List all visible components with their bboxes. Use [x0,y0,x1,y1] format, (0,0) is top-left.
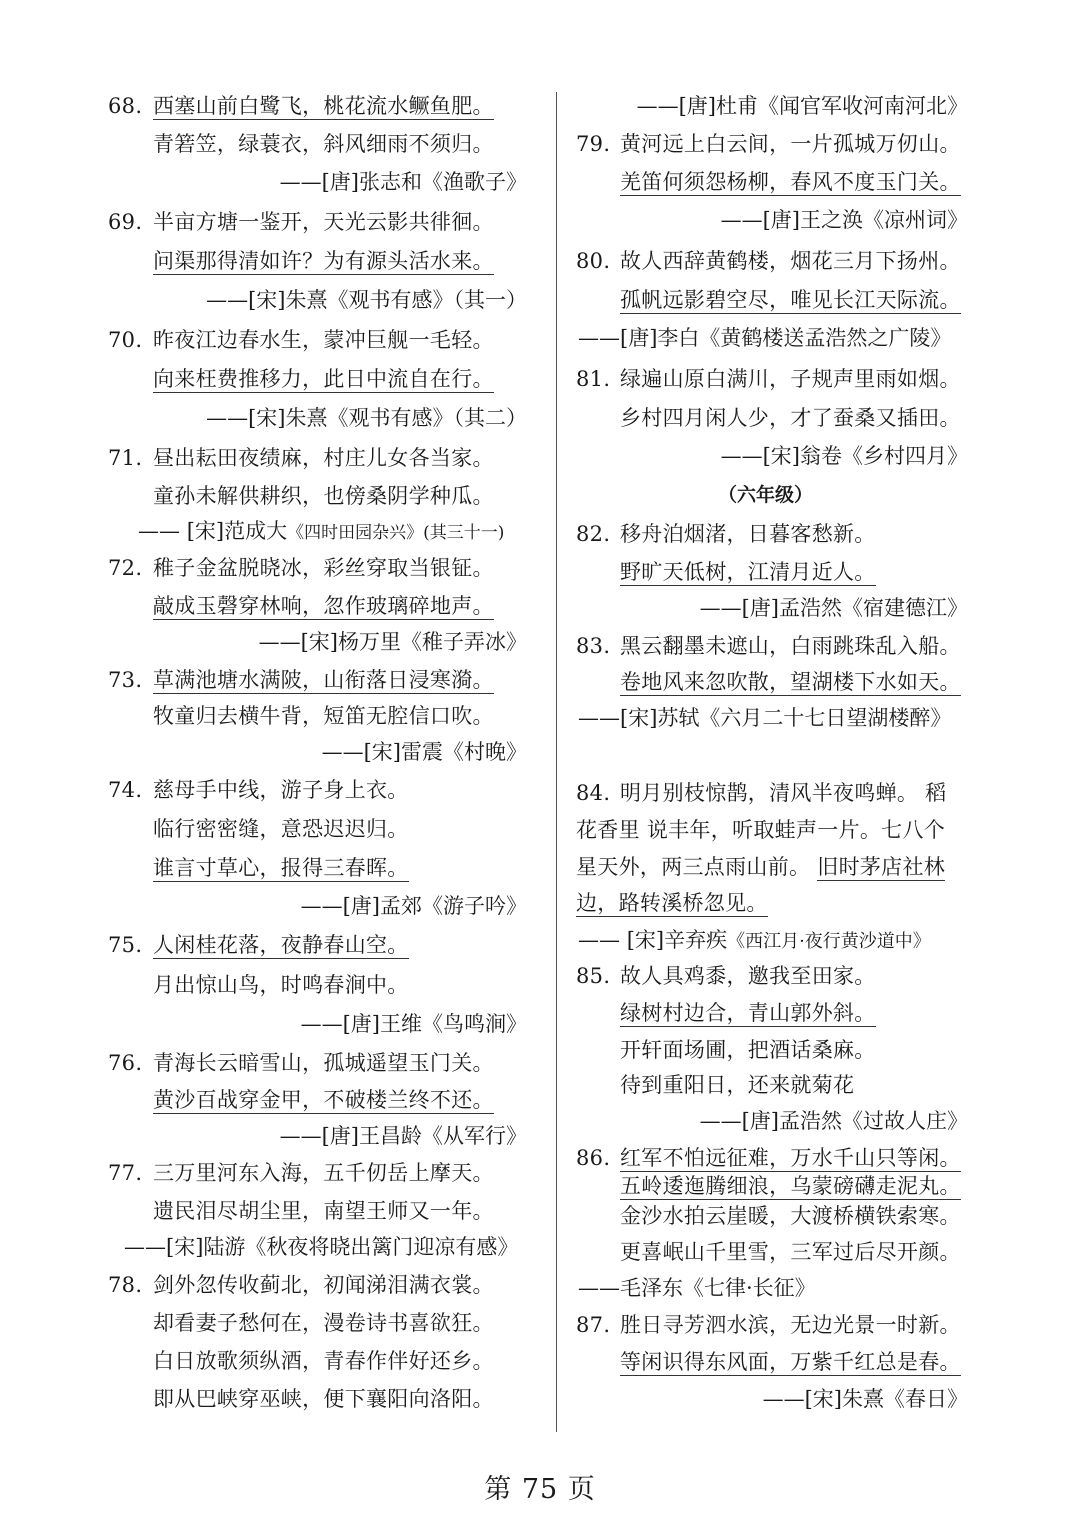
poem-line: 青海长云暗雪山，孤城遥望玉门关。 [153,1051,494,1075]
poem-source: ——[宋]翁卷《乡村四月》 [720,444,968,468]
poem-source: ——[宋]苏轼《六月二十七日望湖楼醉》 [578,706,952,730]
poem-number: 78. [108,1273,143,1297]
poem-line: 草满池塘水满陂，山衔落日浸寒漪。 [153,668,494,692]
poem-line: 花香里 说丰年，听取蛙声一片。七八个 [576,818,946,842]
poem-line: 遗民泪尽胡尘里，南望王师又一年。 [153,1199,494,1223]
poem-line: 孤帆远影碧空尽，唯见长江天际流。 [620,288,961,312]
poem-source: ——[宋]陆游《秋夜将晓出篱门迎凉有感》 [124,1235,519,1259]
poem-line: 开轩面场圃，把酒话桑麻。 [620,1038,876,1062]
poem-line: 金沙水拍云崖暖，大渡桥横铁索寒。 [620,1204,961,1228]
poem-number: 81. [576,367,611,391]
poem-number: 79. [576,132,611,156]
poem-line: 牧童归去横牛背，短笛无腔信口吹。 [153,704,494,728]
poem-line: 黑云翻墨未遮山，白雨跳珠乱入船。 [620,634,961,658]
poem-line: 野旷天低树，江清月近人。 [620,560,876,584]
poem-number: 82. [576,522,611,546]
poem-number: 71. [108,446,143,470]
poem-line: 故人具鸡黍，邀我至田家。 [620,964,876,988]
poem-line: 红军不怕远征难，万水千山只等闲。 [620,1146,961,1170]
poem-number: 73. [108,668,143,692]
poem-number: 72. [108,556,143,580]
poem-line: 边，路转溪桥忽见。 [576,891,768,915]
poem-line: 三万里河东入海，五千仞岳上摩天。 [153,1161,494,1185]
poem-line: 却看妻子愁何在，漫卷诗书喜欲狂。 [153,1311,494,1335]
poem-source: ——[唐]孟浩然《过故人庄》 [699,1109,968,1133]
poem-line: 临行密密缝，意恐迟迟归。 [153,817,409,841]
poem-line: 剑外忽传收蓟北，初闻涕泪满衣裳。 [153,1273,494,1297]
poem-line: 五岭逶迤腾细浪，乌蒙磅礴走泥丸。 [620,1174,961,1198]
poem-line: 谁言寸草心，报得三春晖。 [153,856,409,880]
poem-line: 月出惊山鸟，时鸣春涧中。 [153,973,409,997]
poem-source: ——[唐]孟郊《游子吟》 [300,894,527,918]
poem-source: ——[宋]朱熹《观书有感》（其二） [206,406,527,430]
poem-line: 昨夜江边春水生，蒙冲巨舰一毛轻。 [153,328,494,352]
poem-source: ——毛泽东《七律·长征》 [578,1276,816,1300]
poem-number: 70. [108,328,143,352]
poem-source: ——[宋]雷震《村晚》 [321,740,527,764]
poem-line: 更喜岷山千里雪，三军过后尽开颜。 [620,1240,961,1264]
poem-source: ——[宋]杨万里《稚子弄冰》 [258,630,527,654]
poem-line: 昼出耘田夜绩麻，村庄儿女各当家。 [153,446,494,470]
page-number: 第 75 页 [484,1474,596,1505]
poem-line: 移舟泊烟渚，日暮客愁新。 [620,522,876,546]
poem-source: ——[唐]张志和《渔歌子》 [279,170,527,194]
poem-source: —— [宋]辛弃疾《西江月·夜行黄沙道中》 [578,928,931,952]
poem-line: 黄沙百战穿金甲，不破楼兰终不还。 [153,1088,494,1112]
poem-source: ——[唐]杜甫《闻官军收河南河北》 [636,94,968,118]
poem-line: 绿遍山原白满川，子规声里雨如烟。 [620,367,961,391]
grade-heading: （六年级） [718,484,814,506]
poem-source: ——[唐]李白《黄鹤楼送孟浩然之广陵》 [578,326,952,350]
poem-line: 半亩方塘一鉴开，天光云影共徘徊。 [153,210,494,234]
poem-source: ——[唐]王之涣《凉州词》 [720,208,968,232]
poem-line: 明月别枝惊鹊，清风半夜鸣蝉。 稻 [620,781,947,805]
poem-number: 75. [108,933,143,957]
poem-line: 童孙未解供耕织，也傍桑阴学种瓜。 [153,484,494,508]
poem-line: 等闲识得东风面，万紫千红总是春。 [620,1350,961,1374]
poem-source: ——[宋]朱熹《春日》 [762,1387,968,1411]
poem-number: 76. [108,1051,143,1075]
poem-line: 羌笛何须怨杨柳，春风不度玉门关。 [620,170,961,194]
poem-source: ——[唐]王昌龄《从军行》 [279,1124,527,1148]
poem-line: 向来枉费推移力，此日中流自在行。 [153,367,494,391]
poem-line: 故人西辞黄鹤楼，烟花三月下扬州。 [620,249,961,273]
poem-line: 问渠那得清如许？为有源头活水来。 [153,249,494,273]
poem-number: 69. [108,210,143,234]
poem-source: —— [宋]范成大《四时田园杂兴》(其三十一) [138,519,505,543]
poem-line: 敲成玉磬穿林响，忽作玻璃碎地声。 [153,594,494,618]
poem-line: 人闲桂花落，夜静春山空。 [153,933,409,957]
poem-number: 85. [576,964,611,988]
poem-number: 83. [576,634,611,658]
poem-number: 74. [108,778,143,802]
poem-number: 84. [576,781,611,805]
poem-line: 胜日寻芳泗水滨，无边光景一时新。 [620,1313,961,1337]
poem-number: 87. [576,1313,611,1337]
poem-source: ——[唐]王维《鸟鸣涧》 [300,1012,527,1036]
poem-line: 西塞山前白鹭飞，桃花流水鳜鱼肥。 [153,94,494,118]
poem-source: ——[唐]孟浩然《宿建德江》 [699,596,968,620]
poem-source: ——[宋]朱熹《观书有感》（其一） [206,288,527,312]
poem-number: 68. [108,94,143,118]
poem-line: 星天外，两三点雨山前。 旧时茅店社林 [576,855,946,879]
poem-line: 卷地风来忽吹散，望湖楼下水如天。 [620,670,961,694]
poem-number: 86. [576,1146,611,1170]
poem-line: 慈母手中线，游子身上衣。 [153,778,409,802]
poem-number: 80. [576,249,611,273]
poem-line: 乡村四月闲人少，才了蚕桑又插田。 [620,406,961,430]
poem-line: 青箬笠，绿蓑衣，斜风细雨不须归。 [153,132,494,156]
poem-line: 即从巴峡穿巫峡，便下襄阳向洛阳。 [153,1387,494,1411]
poem-line: 待到重阳日，还来就菊花 [620,1073,855,1097]
column-divider [556,92,557,1432]
poem-line: 黄河远上白云间，一片孤城万仞山。 [620,132,961,156]
poem-line: 稚子金盆脱晓冰，彩丝穿取当银钲。 [153,556,494,580]
poem-number: 77. [108,1161,143,1185]
poem-line: 白日放歌须纵酒，青春作伴好还乡。 [153,1349,494,1373]
poem-line: 绿树村边合，青山郭外斜。 [620,1001,876,1025]
